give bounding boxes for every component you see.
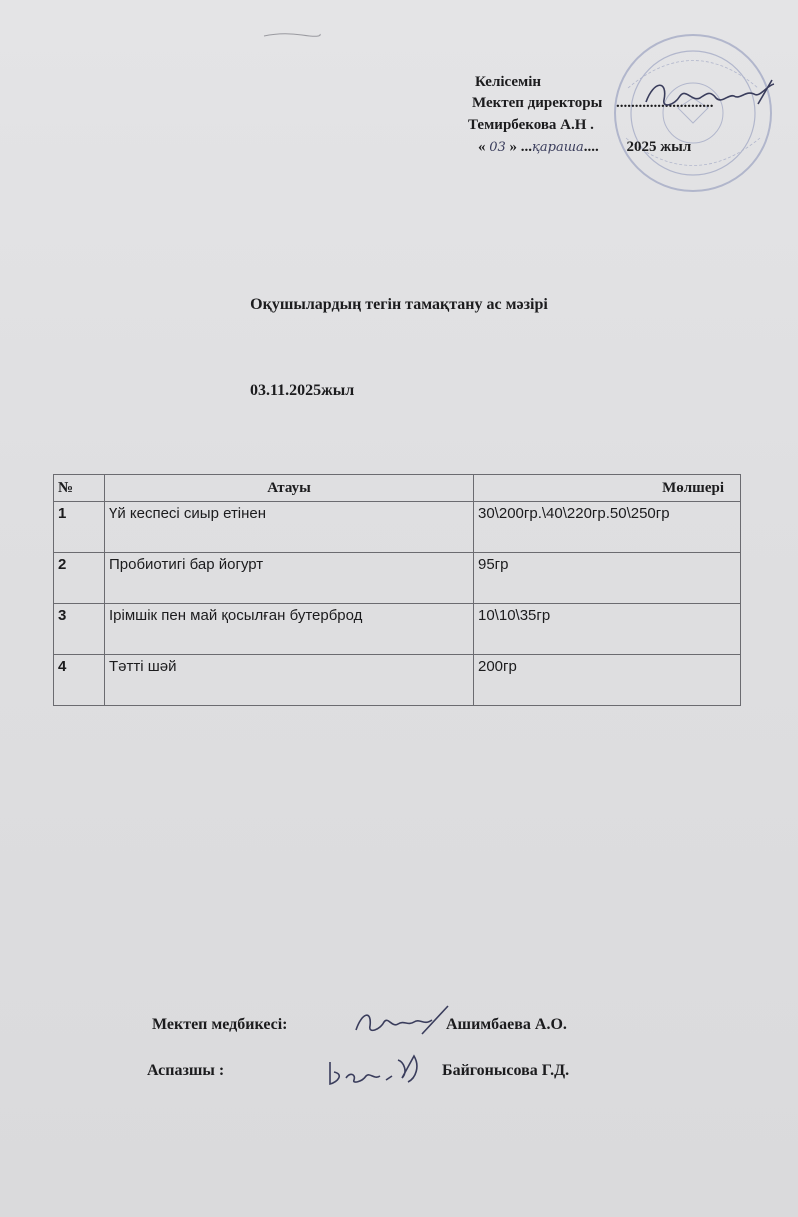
header-name: Атауы — [105, 475, 474, 502]
approval-agreed: Келісемін — [475, 74, 542, 90]
cook-label: Аспазшы : — [147, 1062, 225, 1079]
row-name: Ірімшік пен май қосылған бутерброд — [105, 604, 474, 655]
date-dots-before: ... — [520, 139, 533, 155]
row-name: Үй кеспесі сиыр етінен — [105, 502, 474, 553]
row-amount: 30\200гр.\40\220гр.50\250гр — [474, 502, 741, 553]
menu-date: 03.11.2025жыл — [250, 382, 355, 399]
row-name: Тәтті шәй — [105, 655, 474, 706]
date-day: 03 — [489, 140, 506, 155]
row-number: 1 — [54, 502, 105, 553]
row-number: 3 — [54, 604, 105, 655]
faint-mark — [262, 30, 322, 40]
page-title: Оқушылардың тегін тамақтану ас мәзірі — [250, 296, 548, 313]
director-label: Мектеп директоры — [472, 95, 603, 111]
row-amount: 10\10\35гр — [474, 604, 741, 655]
row-amount: 95гр — [474, 553, 741, 604]
date-month: қараша — [532, 140, 584, 155]
menu-table — [53, 474, 741, 706]
director-signature — [640, 76, 780, 116]
date-open-quote: « — [478, 139, 486, 155]
row-amount: 200гр — [474, 655, 741, 706]
nurse-label: Мектеп медбикесі: — [152, 1016, 288, 1033]
director-dots: .......................... — [616, 95, 714, 111]
row-name: Пробиотигі бар йогурт — [105, 553, 474, 604]
cook-signature — [324, 1052, 434, 1092]
header-amount: Мөлшері — [474, 475, 741, 502]
row-number: 4 — [54, 655, 105, 706]
table-row — [54, 655, 741, 706]
nurse-signature — [352, 1004, 452, 1040]
cook-name: Байгонысова Г.Д. — [442, 1062, 570, 1079]
table-header-row — [54, 475, 741, 502]
table-row — [54, 553, 741, 604]
date-dots-after: .... — [583, 139, 599, 155]
nurse-name: Ашимбаева А.О. — [446, 1016, 567, 1033]
director-name: Темирбекова А.Н . — [468, 117, 594, 133]
header-number: № — [54, 475, 105, 502]
table-row — [54, 604, 741, 655]
date-year: 2025 жыл — [626, 139, 692, 155]
approval-date-line — [478, 139, 691, 156]
table-row — [54, 502, 741, 553]
date-close-quote: » — [509, 139, 518, 155]
row-number: 2 — [54, 553, 105, 604]
